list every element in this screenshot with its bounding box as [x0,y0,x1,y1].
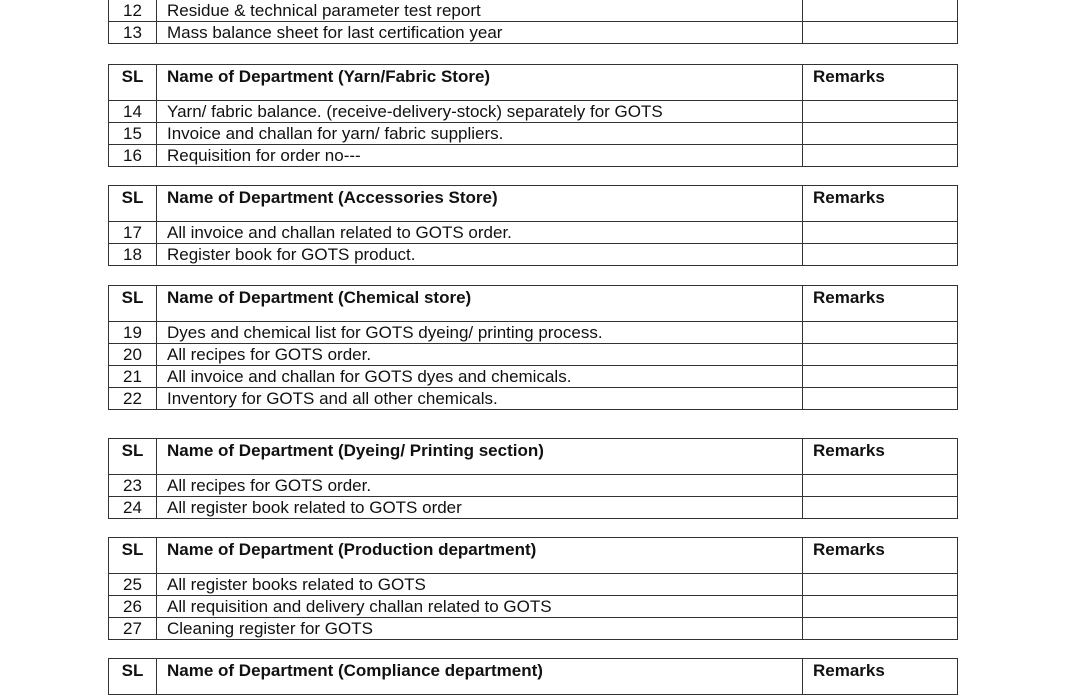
sl-cell: 27 [109,618,157,640]
table-row [109,618,958,640]
item-cell: All register book related to GOTS order [157,497,803,519]
table-row [109,366,958,388]
table-row [109,322,958,344]
sl-cell: 12 [109,0,157,22]
remarks-cell [803,475,958,497]
sl-cell: 13 [109,22,157,44]
production-department-table [108,537,958,640]
remarks-header: Remarks [803,186,958,222]
table-row [109,475,958,497]
remarks-header: Remarks [803,538,958,574]
item-cell: All invoice and challan for GOTS dyes and chemicals. [157,366,803,388]
remarks-cell [803,322,958,344]
remarks-cell [803,497,958,519]
sl-cell: 24 [109,497,157,519]
remarks-cell [803,366,958,388]
item-cell: Yarn/ fabric balance. (receive-delivery-stock) separately for GOTS [157,101,803,123]
remarks-cell [803,101,958,123]
compliance-department-table [108,658,958,695]
item-cell: All register books related to GOTS [157,574,803,596]
sl-cell: 20 [109,344,157,366]
sl-cell: 22 [109,388,157,410]
remarks-cell [803,574,958,596]
table-row [109,0,958,22]
table-row [109,574,958,596]
department-header: Name of Department (Accessories Store) [157,186,803,222]
yarn-fabric-store-table [108,64,958,167]
item-cell: All recipes for GOTS order. [157,475,803,497]
remarks-cell [803,22,958,44]
dyeing-printing-table [108,438,958,519]
sl-header: SL [109,186,157,222]
item-cell: Dyes and chemical list for GOTS dyeing/ printing process. [157,322,803,344]
table-header-row [109,186,958,222]
table-row [109,596,958,618]
department-header: Name of Department (Compliance department) [157,659,803,695]
remarks-cell [803,244,958,266]
continued-table [108,0,958,44]
remarks-cell [803,618,958,640]
table-row [109,123,958,145]
item-cell: Mass balance sheet for last certification year [157,22,803,44]
sl-header: SL [109,286,157,322]
sl-cell: 19 [109,322,157,344]
item-cell: Invoice and challan for yarn/ fabric suppliers. [157,123,803,145]
sl-cell: 18 [109,244,157,266]
sl-header: SL [109,439,157,475]
table-row [109,497,958,519]
item-cell: Register book for GOTS product. [157,244,803,266]
remarks-cell [803,222,958,244]
item-cell: All requisition and delivery challan related to GOTS [157,596,803,618]
sl-cell: 16 [109,145,157,167]
table-header-row [109,659,958,695]
remarks-cell [803,0,958,22]
accessories-store-table [108,185,958,266]
item-cell: All recipes for GOTS order. [157,344,803,366]
table-row [109,145,958,167]
department-header: Name of Department (Chemical store) [157,286,803,322]
department-header: Name of Department (Dyeing/ Printing section) [157,439,803,475]
item-cell: Residue & technical parameter test report [157,0,803,22]
remarks-header: Remarks [803,286,958,322]
remarks-header: Remarks [803,65,958,101]
item-cell: Requisition for order no--- [157,145,803,167]
table-row [109,244,958,266]
department-header: Name of Department (Yarn/Fabric Store) [157,65,803,101]
table-row [109,222,958,244]
item-cell: Inventory for GOTS and all other chemicals. [157,388,803,410]
department-header: Name of Department (Production department) [157,538,803,574]
sl-cell: 25 [109,574,157,596]
table-row [109,388,958,410]
remarks-cell [803,344,958,366]
table-row [109,344,958,366]
remarks-cell [803,596,958,618]
sl-header: SL [109,65,157,101]
item-cell: All invoice and challan related to GOTS order. [157,222,803,244]
sl-cell: 14 [109,101,157,123]
remarks-header: Remarks [803,439,958,475]
table-header-row [109,538,958,574]
sl-cell: 21 [109,366,157,388]
sl-cell: 23 [109,475,157,497]
sl-cell: 17 [109,222,157,244]
chemical-store-table [108,285,958,410]
item-cell: Cleaning register for GOTS [157,618,803,640]
sl-header: SL [109,659,157,695]
sl-header: SL [109,538,157,574]
remarks-header: Remarks [803,659,958,695]
remarks-cell [803,145,958,167]
sl-cell: 15 [109,123,157,145]
table-row [109,22,958,44]
remarks-cell [803,388,958,410]
table-header-row [109,439,958,475]
table-row [109,101,958,123]
table-header-row [109,286,958,322]
sl-cell: 26 [109,596,157,618]
remarks-cell [803,123,958,145]
table-header-row [109,65,958,101]
